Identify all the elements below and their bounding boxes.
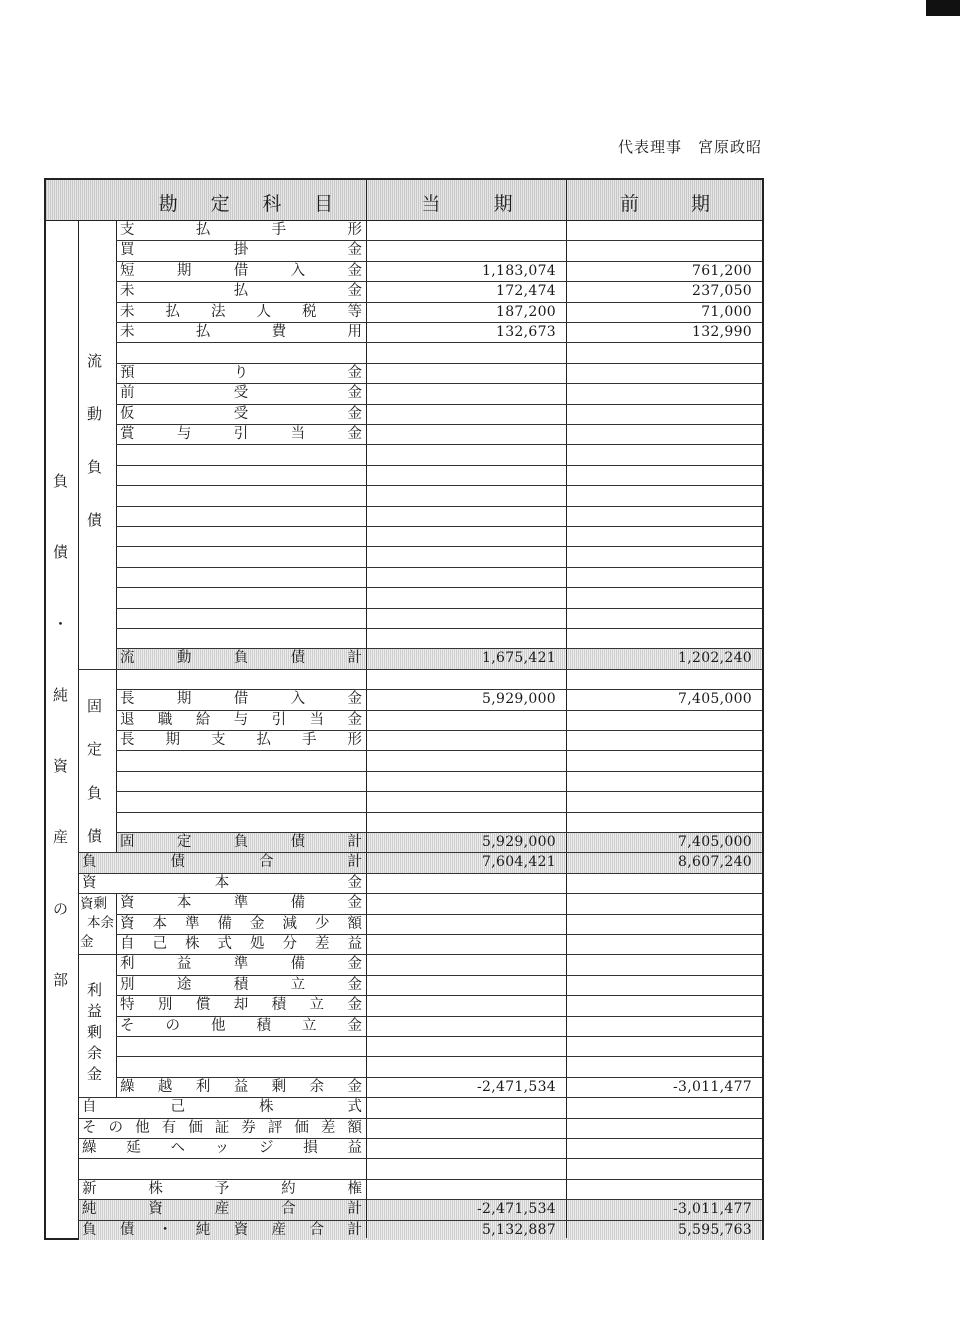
label-char: 与 (233, 711, 249, 728)
label-char: 払 (165, 303, 180, 320)
account-label (118, 914, 364, 934)
account-label (118, 832, 364, 852)
previous-period-value: -3,011,477 (673, 1078, 752, 1095)
label-char: 受 (233, 385, 249, 402)
current-period-value: 5,929,000 (482, 691, 556, 708)
label-char: 備 (217, 915, 232, 932)
account-label (118, 689, 364, 709)
account-label (118, 710, 364, 730)
account-label (118, 1077, 364, 1097)
label-char: 処 (250, 936, 265, 952)
label-char: 証 (214, 1119, 230, 1136)
label-char: 本 (214, 874, 230, 891)
label-char: 本 (176, 895, 192, 912)
header-char: 勘 (158, 193, 178, 215)
label-char: 金 (347, 711, 362, 728)
label-char: 分 (282, 936, 297, 952)
account-label (118, 954, 364, 974)
label-char: そ (120, 1017, 135, 1034)
row-divider (116, 750, 762, 751)
label-char: 未 (120, 283, 135, 300)
row-divider (116, 342, 762, 343)
label-char: 与 (176, 426, 192, 442)
row-divider (116, 812, 762, 813)
account-label (118, 975, 364, 995)
account-label (118, 363, 364, 383)
current-period-value: 5,929,000 (482, 834, 556, 850)
label-char: 債 (290, 834, 306, 850)
vertical-char: 動 (87, 405, 103, 423)
current-period-value: 172,474 (496, 283, 556, 300)
label-char: 備 (290, 956, 306, 973)
account-label (80, 1220, 364, 1240)
label-char: 税 (302, 303, 317, 320)
vertical-char: 負 (87, 458, 103, 476)
label-char: 価 (188, 1119, 203, 1136)
label-char: 己 (152, 936, 167, 952)
account-label (118, 424, 364, 444)
previous-period-value: 5,595,763 (678, 1221, 752, 1238)
label-char: 額 (347, 1119, 362, 1136)
label-char: 他 (211, 1017, 226, 1034)
label-char: 積 (271, 997, 287, 1014)
previous-period-value: 7,405,000 (678, 834, 752, 850)
label-char: 当 (309, 711, 325, 728)
label-char: 債 (170, 854, 185, 871)
label-char: 準 (185, 915, 200, 932)
vertical-char: 益 (87, 1001, 103, 1020)
label-char: 払 (195, 222, 211, 238)
label-char: 差 (320, 1119, 336, 1136)
label-char: 有 (161, 1119, 177, 1136)
label-char: 負 (82, 1221, 97, 1238)
label-char: 金 (347, 874, 362, 891)
label-char: 未 (120, 324, 135, 340)
label-char: 金 (347, 691, 362, 708)
label-char: 純 (195, 1221, 211, 1238)
vertical-char: 流 (87, 352, 103, 370)
header-char: 定 (210, 193, 230, 215)
row-divider (116, 608, 762, 609)
account-label (118, 281, 364, 301)
label-char: 入 (290, 262, 306, 279)
label-char: 益 (347, 1140, 362, 1156)
row-divider (116, 1056, 762, 1057)
account-label (80, 1179, 364, 1199)
capital-surplus-label-line: 金 (80, 934, 94, 951)
label-char: の (108, 1119, 124, 1136)
label-char: 当 (290, 426, 306, 442)
account-label (118, 220, 364, 240)
label-char: 益 (347, 936, 362, 952)
vertical-char: ・ (53, 614, 69, 633)
row-divider (116, 485, 762, 486)
label-char: ジ (259, 1140, 274, 1156)
label-char: 評 (267, 1119, 283, 1136)
label-char: 剰 (271, 1078, 287, 1095)
previous-period-value: 132,990 (692, 324, 752, 340)
label-char: 流 (120, 650, 135, 667)
label-char: 金 (347, 426, 362, 442)
previous-period-value: 8,607,240 (678, 854, 752, 871)
label-char: 金 (347, 262, 362, 279)
previous-period-value: -3,011,477 (673, 1201, 752, 1218)
row-divider (116, 1036, 762, 1037)
header-char: 目 (314, 193, 334, 215)
label-char: 資 (120, 895, 135, 912)
label-char: 株 (259, 1099, 274, 1116)
vertical-char: の (53, 899, 69, 918)
label-char: 負 (233, 834, 249, 850)
label-char: 金 (347, 364, 362, 381)
label-char: ・ (157, 1221, 173, 1238)
vertical-char: 純 (53, 685, 69, 704)
label-char: 短 (120, 262, 135, 279)
label-char: 計 (347, 834, 362, 850)
current-period-value: 132,673 (496, 324, 556, 340)
label-char: 途 (176, 976, 192, 993)
previous-period-value: 761,200 (692, 262, 752, 279)
label-char: 利 (120, 956, 135, 973)
label-char: 積 (256, 1017, 271, 1034)
label-char: 新 (82, 1180, 97, 1197)
label-char: 固 (120, 834, 135, 850)
label-char: 償 (195, 997, 211, 1014)
subgroup-column-divider (116, 893, 117, 954)
label-char: 差 (315, 936, 330, 952)
label-char: 金 (347, 895, 362, 912)
account-label (80, 1138, 364, 1158)
vertical-char: 債 (87, 826, 103, 845)
account-label (118, 1016, 364, 1036)
label-char: 合 (259, 854, 274, 871)
current-period-value: 187,200 (496, 303, 556, 320)
row-divider (116, 628, 762, 629)
label-char: 等 (347, 303, 362, 320)
header-char: 科 (262, 193, 282, 215)
label-char: 受 (233, 405, 249, 422)
subgroup-column-divider (116, 220, 117, 852)
label-char: 計 (347, 1201, 362, 1218)
vertical-char: 債 (87, 511, 103, 529)
current-period-value: 1,675,421 (482, 650, 556, 667)
header-current-period (368, 189, 566, 216)
label-char: 金 (347, 405, 362, 422)
label-char: 買 (120, 242, 135, 259)
account-label (118, 240, 364, 260)
label-char: 計 (347, 650, 362, 667)
account-label (80, 873, 364, 893)
label-char: 費 (271, 324, 287, 340)
label-char: 長 (120, 732, 135, 748)
label-char: 手 (271, 222, 287, 238)
label-char: 特 (120, 997, 135, 1014)
retained-earnings-label (87, 979, 103, 1083)
label-char: 合 (309, 1221, 325, 1238)
label-char: 資 (233, 1221, 249, 1238)
header-char: 期 (493, 193, 513, 215)
label-char: 職 (157, 711, 173, 728)
account-label (118, 404, 364, 424)
label-char: 自 (82, 1099, 97, 1116)
row-divider (78, 1158, 762, 1159)
current-period-value: -2,471,534 (477, 1201, 556, 1218)
label-char: 予 (214, 1180, 230, 1197)
header-char: 前 (619, 193, 639, 215)
header-char: 期 (690, 193, 710, 215)
label-char: 借 (233, 691, 249, 708)
label-char: 権 (347, 1180, 362, 1197)
capital-surplus-label (80, 895, 114, 952)
label-char: 人 (256, 303, 271, 320)
label-char: 預 (120, 364, 135, 381)
capital-surplus-label-line: 本余 (87, 915, 114, 932)
label-char: 少 (315, 915, 330, 932)
current-period-value: 5,132,887 (482, 1221, 556, 1238)
label-char: 払 (256, 732, 271, 748)
label-char: 賞 (120, 426, 135, 442)
label-char: ッ (214, 1140, 230, 1156)
label-char: 法 (211, 303, 226, 320)
vertical-char: 剰 (87, 1022, 103, 1041)
label-char: 積 (233, 976, 249, 993)
account-label (80, 1118, 364, 1138)
label-char: 金 (347, 1017, 362, 1034)
vertical-char: 定 (87, 740, 103, 759)
representative-signature: 代表理事 宮原政昭 (618, 138, 763, 156)
label-char: 自 (120, 936, 135, 952)
corner-scan-mark (926, 0, 960, 16)
row-divider (116, 587, 762, 588)
label-char: 他 (135, 1119, 150, 1136)
label-char: 額 (347, 915, 362, 932)
label-char: 債 (290, 650, 306, 667)
label-char: 純 (82, 1201, 97, 1218)
current-period-value: -2,471,534 (477, 1078, 556, 1095)
label-char: 払 (233, 283, 249, 300)
label-char: 期 (176, 262, 192, 279)
account-label (118, 648, 364, 668)
vertical-char: 負 (53, 472, 69, 490)
label-char: 繰 (82, 1140, 97, 1156)
label-char: 減 (282, 915, 297, 932)
vertical-char: 負 (87, 783, 103, 802)
label-char: 金 (347, 242, 362, 259)
subgroup-column-divider (116, 954, 117, 1097)
vertical-char: 利 (87, 980, 103, 999)
label-char: 繰 (120, 1078, 135, 1095)
label-char: 金 (347, 385, 362, 402)
label-char: 支 (120, 222, 135, 238)
section-column-divider (78, 220, 79, 1240)
label-char: 価 (294, 1119, 309, 1136)
row-divider (116, 465, 762, 466)
label-char: 金 (347, 283, 362, 300)
previous-period-value: 1,202,240 (678, 650, 752, 667)
label-char: 余 (309, 1078, 325, 1095)
label-char: 株 (148, 1180, 163, 1197)
label-char: 越 (157, 1078, 173, 1095)
label-char: 合 (281, 1201, 296, 1218)
vertical-char: 余 (87, 1043, 103, 1062)
previous-period-value: 237,050 (692, 283, 752, 300)
label-char: 約 (281, 1180, 296, 1197)
label-char: 計 (347, 1221, 362, 1238)
row-divider (116, 771, 762, 772)
header-previous-period (568, 189, 762, 216)
label-char: 産 (271, 1221, 287, 1238)
label-char: 債 (119, 1221, 135, 1238)
label-char: 引 (271, 711, 287, 728)
label-char: 期 (176, 691, 192, 708)
account-label (80, 852, 364, 872)
label-char: 損 (303, 1140, 318, 1156)
row-divider (116, 526, 762, 527)
label-char: 立 (302, 1017, 317, 1034)
label-char: 引 (233, 426, 249, 442)
label-char: 計 (347, 854, 362, 871)
account-label (118, 934, 364, 954)
label-char: の (165, 1017, 180, 1034)
vertical-char: 固 (87, 697, 103, 716)
row-divider (116, 791, 762, 792)
label-char: 金 (347, 1078, 362, 1095)
header-char: 当 (421, 193, 441, 215)
section-label-liabilities-net-assets (53, 470, 68, 990)
label-char: 仮 (120, 405, 135, 422)
row-divider (116, 567, 762, 568)
previous-period-value: 7,405,000 (678, 691, 752, 708)
label-char: 借 (233, 262, 249, 279)
header-account (126, 189, 366, 216)
account-label (118, 383, 364, 403)
label-char: 手 (302, 732, 317, 748)
label-char: 金 (347, 997, 362, 1014)
account-label (118, 322, 364, 342)
label-char: 定 (176, 834, 192, 850)
label-char: 形 (347, 222, 362, 238)
label-char: 払 (195, 324, 211, 340)
label-char: 資 (120, 915, 135, 932)
label-char: そ (82, 1119, 97, 1136)
label-char: 式 (217, 936, 232, 952)
label-char: 未 (120, 303, 135, 320)
fixed-liabilities-label (87, 695, 102, 846)
label-char: 金 (347, 976, 362, 993)
label-char: 準 (233, 956, 249, 973)
label-char: 掛 (233, 242, 249, 259)
label-char: 負 (82, 854, 97, 871)
current-period-value: 1,183,074 (482, 262, 556, 279)
account-label (118, 730, 364, 750)
label-char: 本 (152, 915, 167, 932)
current-period-value: 7,604,421 (482, 854, 556, 871)
current-liabilities-label (87, 350, 102, 530)
label-char: 己 (170, 1099, 185, 1116)
label-char: 延 (126, 1140, 141, 1156)
label-char: 前 (120, 385, 135, 402)
label-char: 立 (309, 997, 325, 1014)
previous-period-value: 71,000 (701, 303, 752, 320)
account-label (118, 261, 364, 281)
row-divider (78, 669, 762, 670)
label-char: 動 (176, 650, 192, 667)
vertical-char: 資 (53, 757, 69, 776)
label-char: 券 (241, 1119, 256, 1136)
label-char: 長 (120, 691, 135, 708)
capital-surplus-label-line: 資剰 (80, 896, 107, 913)
label-char: 産 (214, 1201, 230, 1218)
label-char: 金 (347, 956, 362, 973)
label-char: 式 (347, 1099, 362, 1116)
label-char: 負 (233, 650, 249, 667)
label-char: 準 (233, 895, 249, 912)
label-char: り (233, 364, 249, 381)
label-char: 利 (195, 1078, 211, 1095)
label-char: ヘ (170, 1140, 185, 1156)
row-divider (116, 546, 762, 547)
label-char: 支 (211, 732, 226, 748)
label-char: 資 (82, 874, 97, 891)
label-char: 資 (148, 1201, 163, 1218)
balance-sheet-liabilities-table (44, 178, 764, 1240)
label-char: 備 (290, 895, 306, 912)
label-char: 給 (195, 711, 211, 728)
account-label (118, 893, 364, 913)
row-divider (116, 444, 762, 445)
label-char: 金 (250, 915, 265, 932)
account-label (118, 995, 364, 1015)
label-char: 期 (165, 732, 180, 748)
vertical-char: 産 (53, 828, 69, 847)
label-char: 別 (120, 976, 135, 993)
label-char: 益 (176, 956, 192, 973)
row-divider (116, 506, 762, 507)
vertical-char: 債 (53, 543, 69, 562)
account-label (80, 1199, 364, 1219)
label-char: 却 (233, 997, 249, 1014)
account-label (118, 302, 364, 322)
label-char: 益 (233, 1078, 249, 1095)
vertical-char: 金 (87, 1064, 103, 1083)
label-char: 立 (290, 976, 306, 993)
label-char: 株 (185, 936, 200, 952)
label-char: 入 (290, 691, 306, 708)
vertical-char: 部 (53, 970, 69, 989)
label-char: 退 (120, 711, 135, 728)
label-char: 形 (347, 732, 362, 748)
account-label (80, 1097, 364, 1117)
label-char: 用 (347, 324, 362, 340)
label-char: 別 (157, 997, 173, 1014)
